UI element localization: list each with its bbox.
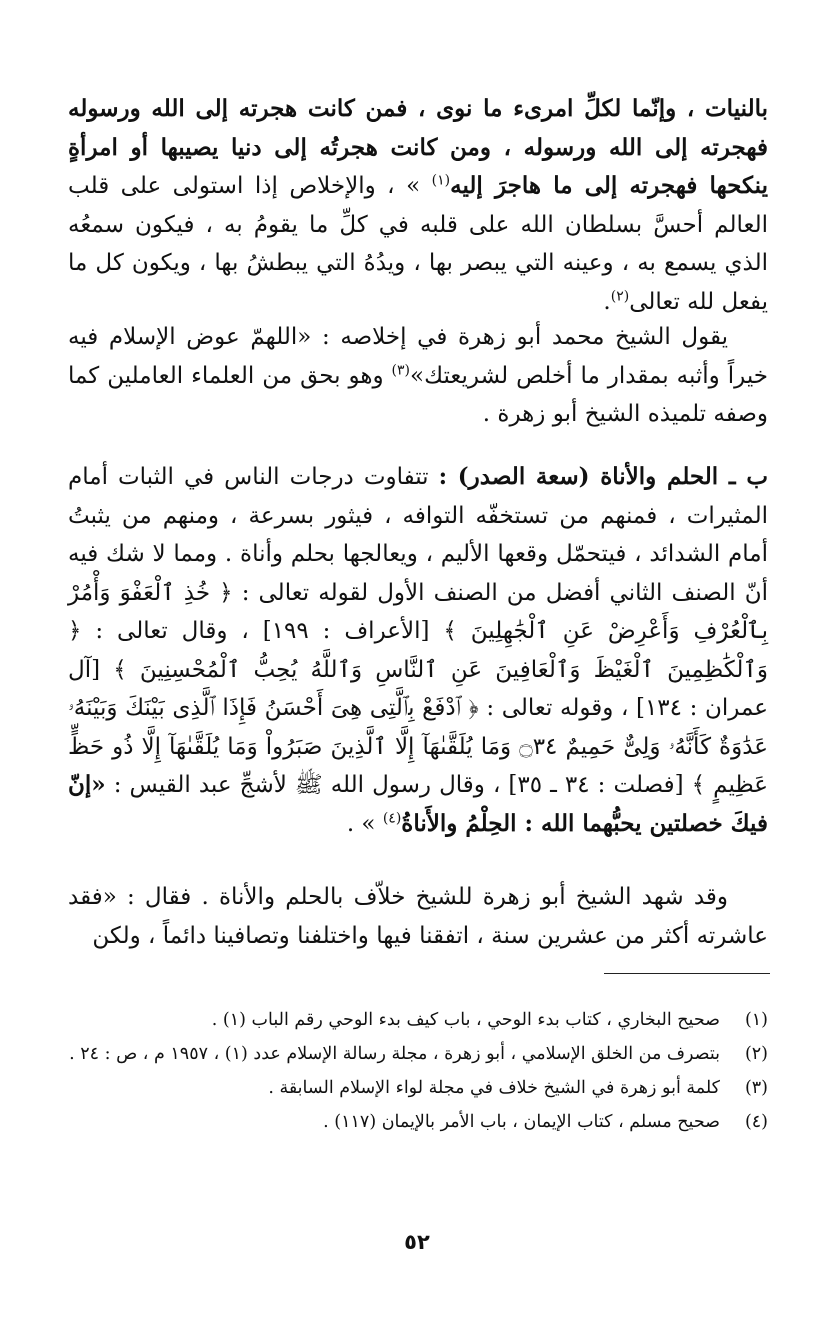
- footnote-ref-1[interactable]: (١): [431, 172, 451, 189]
- paragraph-end: » .: [346, 810, 383, 837]
- footnote-number: (٣): [744, 1078, 768, 1098]
- footnote-text: بتصرف من الخلق الإسلامي ، أبو زهرة ، مجلة رسالة الإسلام عدد (١) ، ١٩٥٧ م ، ص : ٢٤ .: [69, 1044, 720, 1064]
- quran-verse-araf: ﴿ خُذِ ٱلْعَفْوَ وَأْمُرْ بِٱلْعُرْفِ وَأَعْرِضْ عَنِ ٱلْجَٰهِلِينَ ﴾: [68, 579, 768, 644]
- section-heading: ب ـ الحلم والأناة (سعة الصدر) :: [438, 463, 769, 490]
- paragraph-text: » ، والإخلاص إذا استولى على قلب العالم أحسَّ بسلطان الله على قلبه في كلِّ ما يقومُ به ، فيكون سمعُه الذي يسمع به ، وعينه التي يبصر بها ، ويدُهُ التي يبطشُ بها ، ويكون كل ما يفعل لله تعالى: [68, 173, 768, 315]
- quran-verse-imran: ﴿ وَٱلْكَٰظِمِينَ ٱلْغَيْظَ وَٱلْعَافِينَ عَنِ ٱلنَّاسِ وَٱللَّهُ يُحِبُّ ٱلْمُحْسِنِينَ ﴾: [68, 618, 768, 683]
- quran-verse-fussilat: ﴿ ٱدْفَعْ بِٱلَّتِى هِىَ أَحْسَنُ فَإِذَا ٱلَّذِى بَيْنَكَ وَبَيْنَهُۥ عَدَٰوَةٌ كَأَنَّهُۥ وَلِىٌّ حَمِيمٌ ۝٣٤ وَمَا يُلَقَّىٰهَآ إِلَّا ٱلَّذِينَ صَبَرُواْ وَمَا يُلَقَّىٰهَآ إِلَّا ذُو حَظٍّ عَظِيمٍ ﴾: [68, 695, 769, 798]
- page-number: ٥٢: [404, 1230, 430, 1254]
- verse-citation: [الأعراف : ١٩٩] ، وقال تعالى :: [81, 618, 444, 644]
- footnote-number: (٤): [744, 1112, 768, 1132]
- footnote-divider: [604, 973, 770, 974]
- hadith-text-bold: «إنّ فيكَ خصلتين يحبُّهما الله : الحِلْمُ والأَناةُ: [68, 771, 768, 837]
- footnote-item: [68, 1037, 768, 1071]
- footnotes: [68, 1003, 768, 1139]
- paragraph-abu-zahra-quote: [68, 318, 768, 434]
- paragraph-hadith-intentions: [68, 90, 768, 321]
- paragraph-text-continued: وهو بحق من العلماء العاملين كما وصفه تلميذه الشيخ أبو زهرة .: [68, 362, 768, 427]
- footnote-item: [68, 1003, 768, 1037]
- verse-citation: [فصلت : ٣٤ ـ ٣٥] ، وقال رسول الله ﷺ لأشجِّ عبد القيس :: [105, 772, 692, 798]
- footnote-text: صحيح مسلم ، كتاب الإيمان ، باب الأمر بالإيمان (١١٧) .: [323, 1112, 720, 1132]
- paragraph-end: .: [603, 288, 611, 315]
- paragraph-forbearance: [68, 458, 768, 843]
- paragraph-text: تتفاوت درجات الناس في الثبات أمام المثيرات ، فمنهم من تستخفّه التوافه ، فيثور بسرعة ، ومنهم من يثبتُ أمام الشدائد ، فيتحمّل وقعها الأليم ، ويعالجها بحلم وأناة . ومما لا شك فيه أنّ الصنف الثاني أفضل من الصنف الأول لقوله تعالى :: [68, 464, 768, 606]
- hadith-text-bold: بالنيات ، وإنّما لكلِّ امرىء ما نوى ، فمن كانت هجرته إلى الله ورسوله فهجرته إلى الله ورسوله ، ومن كانت هجرتُه إلى دنيا يصيبها أو امرأةٍ ينكحها فهجرته إلى ما هاجرَ إليه: [68, 95, 769, 199]
- verse-citation: [آل عمران : ١٣٤] ، وقوله تعالى :: [68, 656, 768, 721]
- footnote-item: [68, 1071, 768, 1105]
- paragraph-text: يقول الشيخ محمد أبو زهرة في إخلاصه : «اللهمّ عوض الإسلام فيه خيراً وأثبه بمقدار ما أخلص لشريعتك»: [68, 324, 768, 389]
- footnote-number: (١): [744, 1010, 768, 1030]
- paragraph-text: وقد شهد الشيخ أبو زهرة للشيخ خلاّف بالحلم والأناة . فقال : «فقد عاشرته أكثر من عشرين سنة ، اتفقنا فيها واختلفنا وتصافينا دائماً ، ولكن: [68, 884, 768, 949]
- footnote-text: كلمة أبو زهرة في الشيخ خلاف في مجلة لواء الإسلام السابقة .: [268, 1078, 720, 1098]
- footnote-ref-4[interactable]: (٤): [382, 809, 402, 826]
- footnote-item: [68, 1105, 768, 1139]
- footnote-number: (٢): [744, 1044, 768, 1064]
- footnote-text: صحيح البخاري ، كتاب بدء الوحي ، باب كيف بدء الوحي رقم الباب (١) .: [211, 1010, 720, 1030]
- paragraph-khallaf-testimony: [68, 878, 768, 955]
- footnote-ref-3[interactable]: (٣): [391, 361, 411, 378]
- footnote-ref-2[interactable]: (٢): [610, 287, 630, 304]
